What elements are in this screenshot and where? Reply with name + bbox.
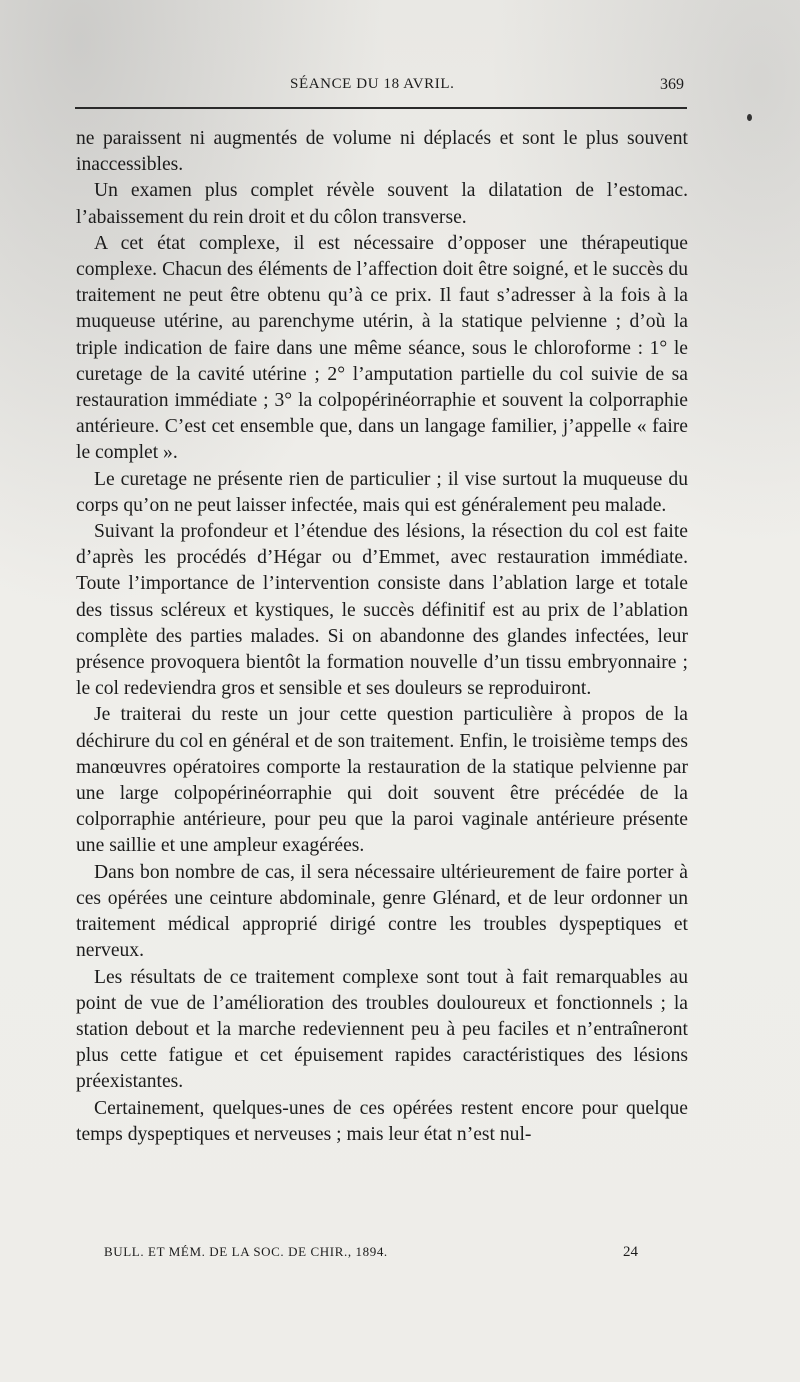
page-footer: [104, 1244, 688, 1266]
paragraph: Un examen plus complet révèle souvent la dilatation de l’estomac. l’abaissement du rein droit et du côlon transverse.: [76, 180, 688, 228]
paragraph: Dans bon nombre de cas, il sera nécessaire ultérieurement de faire porter à ces opérées une ceinture abdominale, genre Glénard, et de leur ordonner un traitement médical approprié dirigé contre les troubles dyspeptiques et nerveux.: [76, 861, 688, 962]
page-header: [78, 76, 686, 100]
paragraph: Le curetage ne présente rien de particulier ; il vise surtout la muqueuse du corps qu’on ne peut laisser infectée, mais qui est généralement peu malade.: [76, 468, 688, 516]
signature-mark: 24: [623, 1244, 638, 1260]
ink-speck: [747, 114, 752, 121]
paragraph: Certainement, quelques-unes de ces opérées restent encore pour quelque temps dyspeptiques et nerveuses ; mais leur état n’est nul-: [76, 1097, 688, 1145]
running-head: SÉANCE DU 18 AVRIL.: [290, 76, 455, 92]
paragraph: A cet état complexe, il est nécessaire d’opposer une thérapeutique complexe. Chacun des éléments de l’affection doit être soigné, et le succès du traitement ne peut être obtenu qu’à ce prix. Il faut s’adresser à la fois à la muqueuse utérine, au parenchyme utérin, à la statique pelvienne ; d’où la triple indication de faire dans une même séance, sous le chloroforme : 1° le curetage de la cavité utérine ; 2° l’amputation partielle du col suivie de sa restauration immédiate ; 3° la colpopérinéorraphie et souvent la colporraphie antérieure. C’est cet ensemble que, dans un langage familier, j’appelle « faire le complet ».: [76, 232, 688, 464]
paragraph: Suivant la profondeur et l’étendue des lésions, la résection du col est faite d’après les procédés d’Hégar ou d’Emmet, avec restauration immédiate. Toute l’importance de l’intervention consiste dans l’ablation large et totale des tissus scléreux et kystiques, le succès définitif est au prix de l’ablation complète des parties malades. Si on abandonne des glandes infectées, leur présence provoquera bientôt la formation nouvelle d’un tissu embryonnaire ; le col redeviendra gros et sensible et ses douleurs se reproduiront.: [76, 521, 688, 700]
journal-citation: BULL. ET MÉM. DE LA SOC. DE CHIR., 1894.: [104, 1244, 388, 1259]
paragraph: ne paraissent ni augmentés de volume ni déplacés et sont le plus souvent inaccessibles.: [76, 128, 688, 176]
paragraph: Je traiterai du reste un jour cette question particulière à propos de la déchirure du col en général et de son traitement. Enfin, le troisième temps des manœuvres opératoires comporte la restauration de la statique pelvienne par une large colpopérinéorraphie qui doit souvent être précédée de la colporraphie antérieure, pour peu que la paroi vaginale antérieure présente une saillie et une ampleur exagérées.: [76, 704, 688, 857]
paragraph: Les résultats de ce traitement complexe sont tout à fait remarquables au point de vue de l’amélioration des troubles douloureux et fonctionnels ; la station debout et la marche redeviennent peu à peu faciles et n’entraîneront plus cette fatigue et cet épuisement rapides caractéristiques des lésions préexistantes.: [76, 966, 688, 1093]
header-rule: [75, 107, 687, 109]
body-text: [76, 126, 688, 1148]
page-number: 369: [660, 76, 684, 93]
